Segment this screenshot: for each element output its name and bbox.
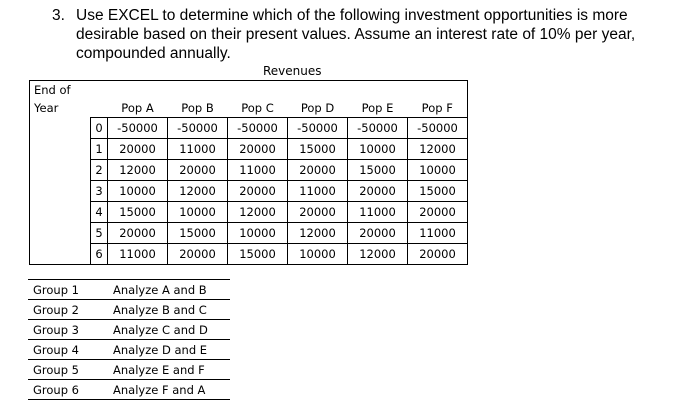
group-name: Group 2 xyxy=(28,300,113,320)
group-task: Analyze D and E xyxy=(113,340,230,360)
value-cell: 11000 xyxy=(168,139,228,160)
group-name: Group 5 xyxy=(28,360,113,380)
value-cell: 20000 xyxy=(228,181,288,202)
value-cell: 15000 xyxy=(108,202,168,223)
value-cell: 11000 xyxy=(228,160,288,181)
value-cell: 20000 xyxy=(168,244,228,265)
question-line-3: compounded annually. xyxy=(76,45,231,62)
value-cell: 15000 xyxy=(408,181,468,202)
revenues-table xyxy=(29,80,468,265)
value-cell: -50000 xyxy=(108,118,168,139)
group-row xyxy=(28,300,230,320)
table-row xyxy=(30,181,468,202)
value-cell: 12000 xyxy=(168,181,228,202)
year-cell: 4 xyxy=(91,202,108,223)
revenues-caption: Revenues xyxy=(263,64,322,78)
value-cell: 15000 xyxy=(348,160,408,181)
group-name: Group 3 xyxy=(28,320,113,340)
column-header: Pop D xyxy=(300,100,335,115)
value-cell: 20000 xyxy=(348,181,408,202)
table-row xyxy=(30,223,468,244)
year-cell: 5 xyxy=(91,223,108,244)
row-header-line2: Year xyxy=(30,98,91,118)
value-cell: -50000 xyxy=(288,118,348,139)
group-assignments xyxy=(28,279,230,400)
group-row xyxy=(28,280,230,300)
group-task: Analyze C and D xyxy=(113,320,230,340)
column-header: Pop B xyxy=(181,100,214,115)
value-cell: 20000 xyxy=(288,160,348,181)
group-task: Analyze F and A xyxy=(113,380,230,400)
group-name: Group 6 xyxy=(28,380,113,400)
year-cell: 1 xyxy=(91,139,108,160)
column-header: Pop F xyxy=(408,98,468,118)
question-line-1: Use EXCEL to determine which of the following investment opportunities is more xyxy=(76,7,628,24)
value-cell: 11000 xyxy=(408,223,468,244)
table-row xyxy=(30,139,468,160)
value-cell: 15000 xyxy=(228,244,288,265)
value-cell: 20000 xyxy=(288,202,348,223)
value-cell: 11000 xyxy=(288,181,348,202)
value-cell: 11000 xyxy=(108,244,168,265)
value-cell: -50000 xyxy=(168,118,228,139)
question-line-2: desirable based on their present values. Assume an interest rate of 10% per year, xyxy=(76,26,636,43)
group-task: Analyze E and F xyxy=(113,360,230,380)
table-row xyxy=(30,160,468,181)
value-cell: 10000 xyxy=(168,202,228,223)
value-cell: -50000 xyxy=(348,118,408,139)
value-cell: 10000 xyxy=(348,139,408,160)
year-cell: 3 xyxy=(91,181,108,202)
value-cell: 12000 xyxy=(348,244,408,265)
column-header: Pop C xyxy=(241,100,274,115)
group-name: Group 1 xyxy=(28,280,113,300)
row-header-line1: End of xyxy=(30,81,91,99)
value-cell: 20000 xyxy=(108,139,168,160)
value-cell: -50000 xyxy=(228,118,288,139)
table-row xyxy=(30,118,468,139)
value-cell: 11000 xyxy=(348,202,408,223)
value-cell: 20000 xyxy=(348,223,408,244)
value-cell: 10000 xyxy=(228,223,288,244)
value-cell: 15000 xyxy=(168,223,228,244)
year-cell: 0 xyxy=(91,118,108,139)
value-cell: 20000 xyxy=(408,244,468,265)
value-cell: 12000 xyxy=(288,223,348,244)
value-cell: 20000 xyxy=(228,139,288,160)
column-header: Pop E xyxy=(361,100,394,115)
value-cell: 20000 xyxy=(168,160,228,181)
value-cell: -50000 xyxy=(408,118,468,139)
group-task: Analyze A and B xyxy=(113,280,230,300)
value-cell: 20000 xyxy=(108,223,168,244)
group-name: Group 4 xyxy=(28,340,113,360)
year-cell: 6 xyxy=(91,244,108,265)
column-header: Pop A xyxy=(121,100,154,115)
value-cell: 12000 xyxy=(408,139,468,160)
question-number: 3. xyxy=(52,7,65,24)
group-task: Analyze B and C xyxy=(113,300,230,320)
group-row xyxy=(28,320,230,340)
group-row xyxy=(28,340,230,360)
value-cell: 12000 xyxy=(228,202,288,223)
group-row xyxy=(28,360,230,380)
table-row xyxy=(30,244,468,265)
value-cell: 10000 xyxy=(108,181,168,202)
value-cell: 10000 xyxy=(408,160,468,181)
value-cell: 12000 xyxy=(108,160,168,181)
value-cell: 15000 xyxy=(288,139,348,160)
group-row xyxy=(28,380,230,400)
value-cell: 20000 xyxy=(408,202,468,223)
table-row xyxy=(30,202,468,223)
year-cell: 2 xyxy=(91,160,108,181)
value-cell: 10000 xyxy=(288,244,348,265)
